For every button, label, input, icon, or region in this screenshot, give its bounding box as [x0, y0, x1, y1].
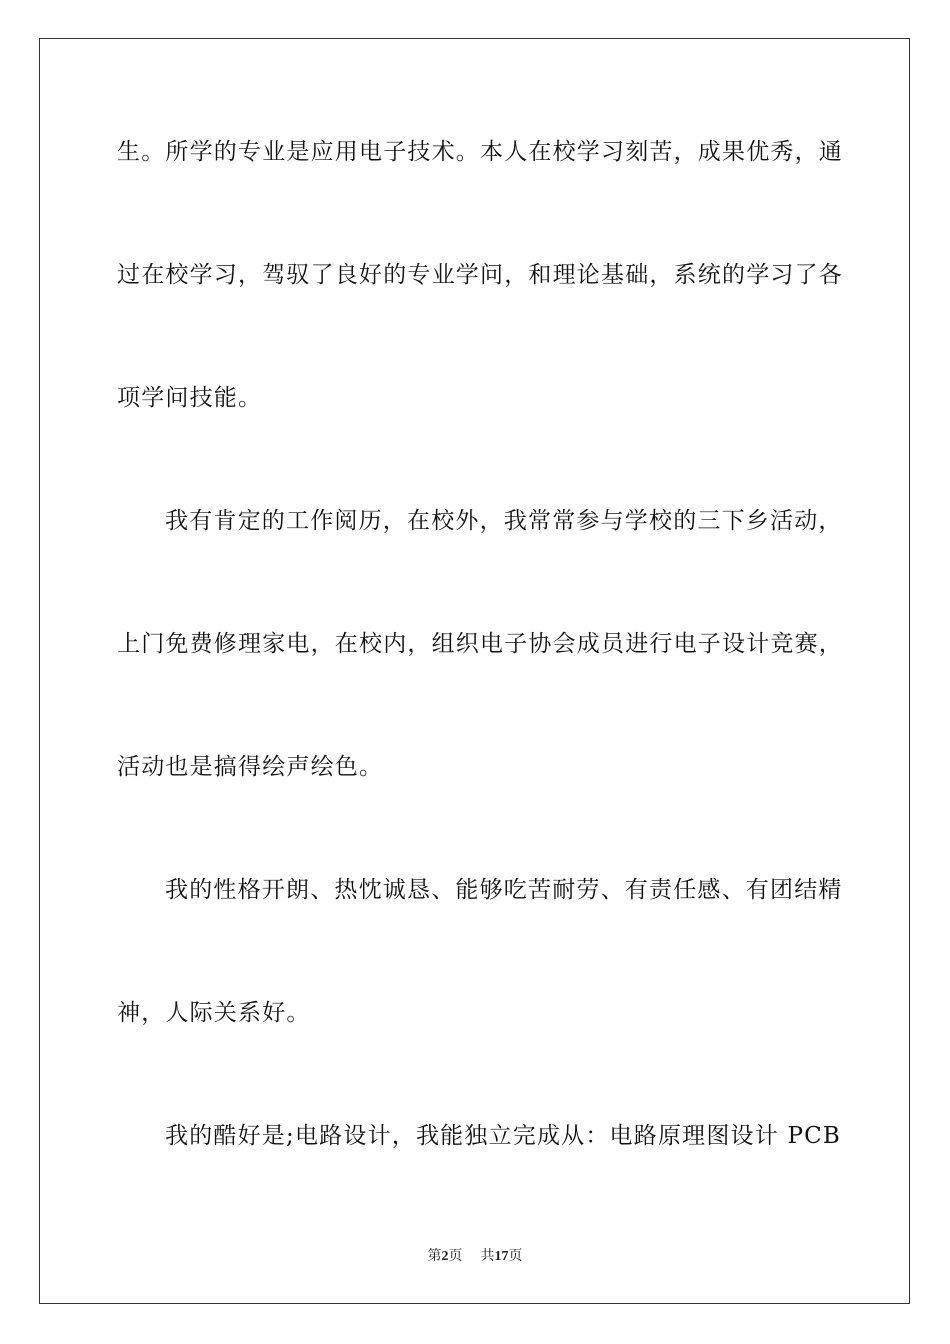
footer-page-number: 2: [441, 1249, 449, 1264]
footer-total-suffix: 页: [508, 1249, 523, 1264]
text-line-2: 过在校学习，驾驭了良好的专业学问，和理论基础，系统的学习了各: [117, 262, 843, 288]
text-line-8: 神，人际关系好。: [117, 1000, 311, 1026]
text-line-9: 我的酷好是;电路设计，我能独立完成从：电路原理图设计 PCB: [165, 1123, 842, 1149]
text-line-5: 上门免费修理家电，在校内，组织电子协会成员进行电子设计竞赛，: [117, 631, 843, 657]
footer-total-prefix: 共: [480, 1249, 495, 1264]
footer-page-suffix: 页: [448, 1249, 463, 1264]
text-line-7: 我的性格开朗、热忱诚恳、能够吃苦耐劳、有责任感、有团结精: [165, 877, 843, 903]
footer-total-pages: 17: [494, 1249, 509, 1264]
text-line-4: 我有肯定的工作阅历，在校外，我常常参与学校的三下乡活动，: [165, 508, 843, 534]
page-border: [39, 38, 910, 1304]
page-footer: [0, 1245, 950, 1265]
text-line-3: 项学问技能。: [117, 385, 263, 411]
footer-page-prefix: 第: [427, 1249, 442, 1264]
text-line-6: 活动也是搞得绘声绘色。: [117, 754, 384, 780]
text-line-1: 生。所学的专业是应用电子技术。本人在校学习刻苦，成果优秀，通: [117, 139, 843, 165]
